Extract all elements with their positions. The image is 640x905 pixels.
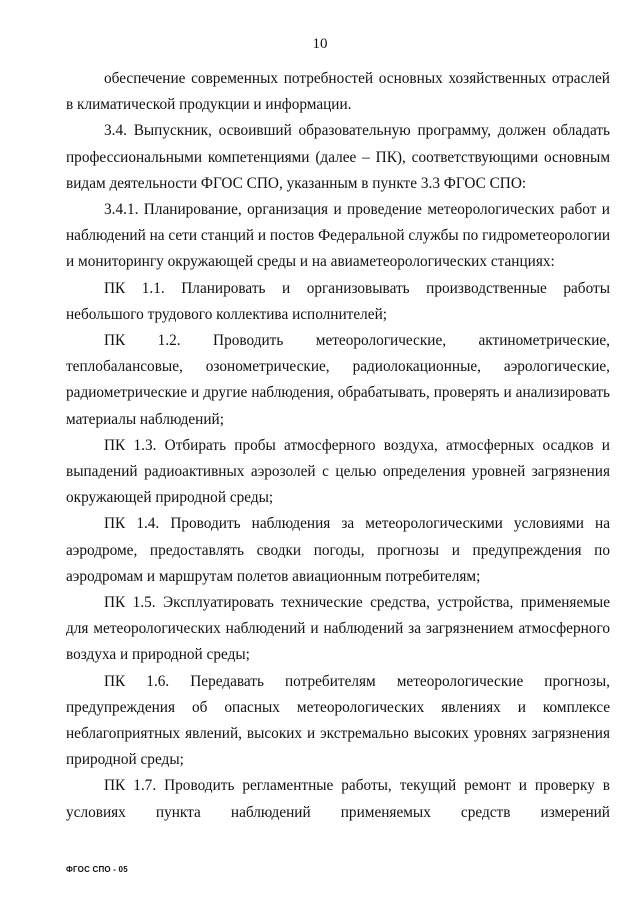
paragraph-pk-1-3: ПК 1.3. Отбирать пробы атмосферного воздуха, атмосферных осадков и выпадений радиоактивных аэрозолей с целью определения уровней загрязнения окружающей природной среды; — [66, 436, 610, 507]
paragraph-pk-1-6: ПК 1.6. Передавать потребителям метеорологические прогнозы, предупреждения об опасных метеорологических явлениях и комплексе неблагоприятных явлений, высоких и экстремально высоких уровнях загрязнения природной среды; — [66, 672, 610, 769]
paragraph-3-4-1: 3.4.1. Планирование, организация и проведение метеорологических работ и наблюдений на сети станций и постов Федеральной службы по гидрометеорологии и мониторингу окружающей среды и на авиаметеорологических станциях: — [66, 201, 611, 271]
paragraph-continuation: обеспечение современных потребностей основных хозяйственных отраслей в климатической продукции и информации. — [66, 70, 610, 114]
paragraph-pk-1-4: ПК 1.4. Проводить наблюдения за метеорологическими условиями на аэродроме, предоставлять сводки погоды, прогнозы и предупреждения по аэродромам и маршрутам полетов авиационным потребителям; — [66, 515, 610, 585]
paragraph-pk-1-7: ПК 1.7. Проводить регламентные работы, текущий ремонт и проверку в условиях пункта наблюдений применяемых средств измерений — [66, 777, 610, 821]
document-body — [66, 66, 610, 826]
paragraph-pk-1-5: ПК 1.5. Эксплуатировать технические средства, устройства, применяемые для метеорологических наблюдений и наблюдений за загрязнением атмосферного воздуха и природной среды; — [66, 594, 610, 664]
footer-doc-code: ФГОС СПО - 05 — [66, 865, 128, 874]
paragraph-pk-1-1: ПК 1.1. Планировать и организовывать производственные работы небольшого трудового коллектива исполнителей; — [66, 279, 610, 323]
paragraph-pk-1-2: ПК 1.2. Проводить метеорологические, актинометрические, теплобалансовые, озонометрические, радиолокационные, аэрологические, радиометрические и другие наблюдения, обрабатывать, проверять и анализировать материалы наблюдений; — [66, 332, 610, 428]
paragraph-3-4: 3.4. Выпускник, освоивший образовательную программу, должен обладать профессиональными компетенциями (далее – ПК), соответствующими основным видам деятельности ФГОС СПО, указанным в пункте 3.3 ФГОС СПО: — [66, 122, 610, 192]
page-number: 10 — [312, 36, 328, 52]
